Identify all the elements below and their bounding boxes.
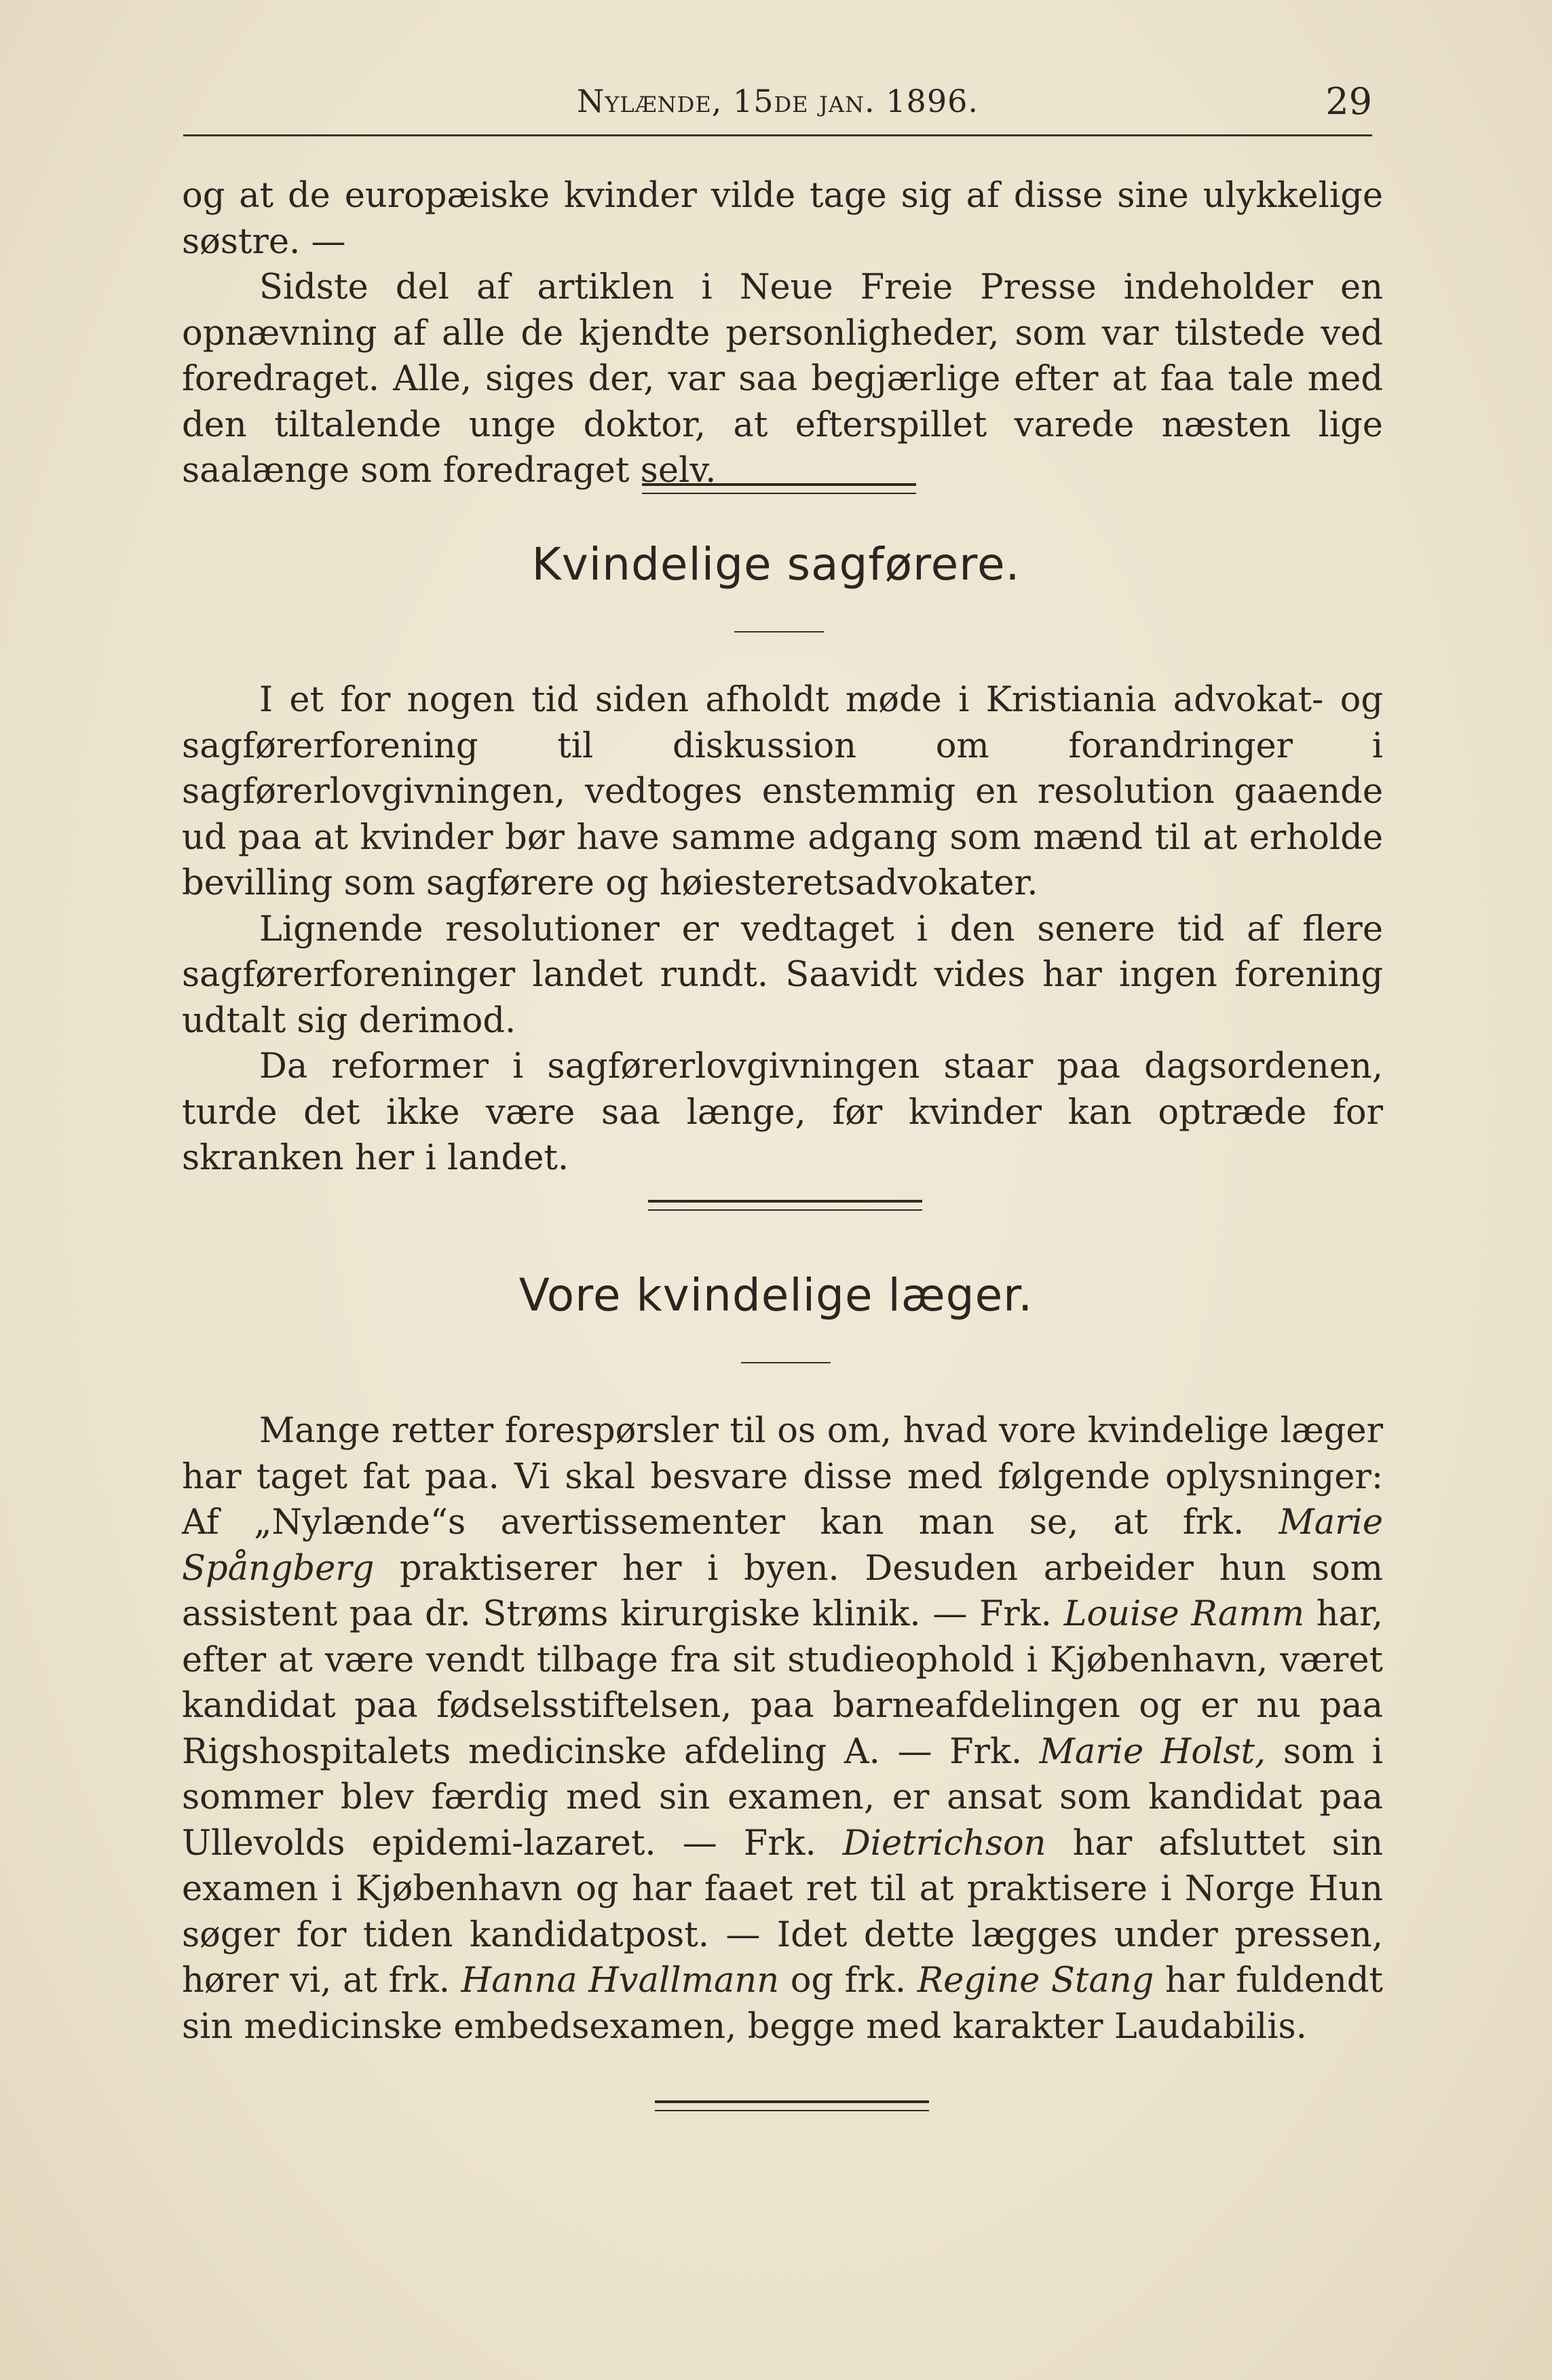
text-run: Mange retter forespørsler til os om, hvad vore kvindelige læger har taget fat paa. Vi skal besvare disse med følgende oplysninger: Af „Nylænde“s avertissementer kan man se, at frk.	[182, 1411, 1383, 1543]
text-run: har afsluttet sin examen i Kjøbenhavn og har faaet ret til at praktisere i Norge Hun søger for tiden kandidatpost. — Idet dette lægges under pressen, hører vi, at frk.	[182, 1823, 1383, 2001]
person-name: Dietrichson	[842, 1823, 1046, 1864]
text-run: som i sommer blev færdig med sin examen, er ansat som kandidat paa Ullevolds epidemi-lazaret. — Frk.	[182, 1731, 1383, 1864]
paragraph: I et for nogen tid siden afholdt møde i Kristiania advokat- og sagførerforening til diskussion om forandringer i sagførerlovgivningen, vedtoges enstemmig en resolution gaaende ud paa at kvinder bør have samme adgang som mænd til at erholde bevilling som sagførere og høiesteretsadvokater.	[182, 680, 1383, 903]
person-name: Marie Spångberg	[182, 1503, 1383, 1589]
section-article-end	[182, 173, 1383, 494]
paragraph	[182, 1408, 1383, 2050]
header-title: Nylænde, 15de jan. 1896.	[577, 83, 979, 119]
text-run: har fuldendt sin medicinske embedsexamen, begge med karakter Laudabilis.	[182, 1961, 1383, 2047]
page-number: 29	[1325, 80, 1372, 123]
text-run: praktiserer her i byen. Desuden arbeider hun som assistent paa dr. Strøms kirurgiske klinik. — Frk.	[182, 1548, 1383, 1634]
paragraph: og at de europæiske kvinder vilde tage sig af disse sine ulykkelige søstre. —	[182, 176, 1383, 262]
heading-vore-kvindelige-laeger: Vore kvindelige læger.	[518, 1269, 1034, 1321]
paragraph: Lignende resolutioner er vedtaget i den senere tid af flere sagførerforeninger landet rundt. Saavidt vides har ingen forening udtalt sig derimod.	[182, 909, 1383, 1041]
person-name: Regine Stang	[917, 1961, 1154, 2001]
section-vore-kvindelige-laeger	[182, 1408, 1383, 2050]
paragraph: Da reformer i sagførerlovgivningen staar paa dagsordenen, turde det ikke være saa længe, før kvinder kan optræde for skranken her i landet.	[182, 1046, 1383, 1178]
person-name: Hanna Hvallmann	[461, 1961, 780, 2001]
heading-rule	[734, 631, 824, 632]
section-kvindelige-sagforere	[182, 677, 1383, 1182]
running-header	[183, 80, 1372, 136]
person-name: Louise Ramm	[1063, 1594, 1305, 1634]
section-divider	[648, 1200, 922, 1211]
section-divider	[655, 2100, 929, 2111]
person-name: Marie Holst,	[1039, 1731, 1266, 1772]
heading-kvindelige-sagforere: Kvindelige sagførere.	[531, 538, 1021, 590]
text-run: og frk.	[790, 1961, 907, 2001]
paragraph: Sidste del af artiklen i Neue Freie Presse indeholder en opnævning af alle de kjendte personligheder, som var tilstede ved foredraget. Alle, siges der, var saa begjærlige efter at faa tale med den tiltalende unge doktor, at efterspillet varede næsten lige saalænge som foredraget selv.	[182, 267, 1383, 491]
text-run: har, efter at være vendt tilbage fra sit studieophold i Kjøbenhavn, været kandidat paa fødselsstiftelsen, paa barneafdelingen og er nu paa Rigshospitalets medicinske afdeling A. — Frk.	[182, 1594, 1383, 1772]
section-divider	[642, 483, 916, 494]
heading-rule	[741, 1362, 831, 1363]
